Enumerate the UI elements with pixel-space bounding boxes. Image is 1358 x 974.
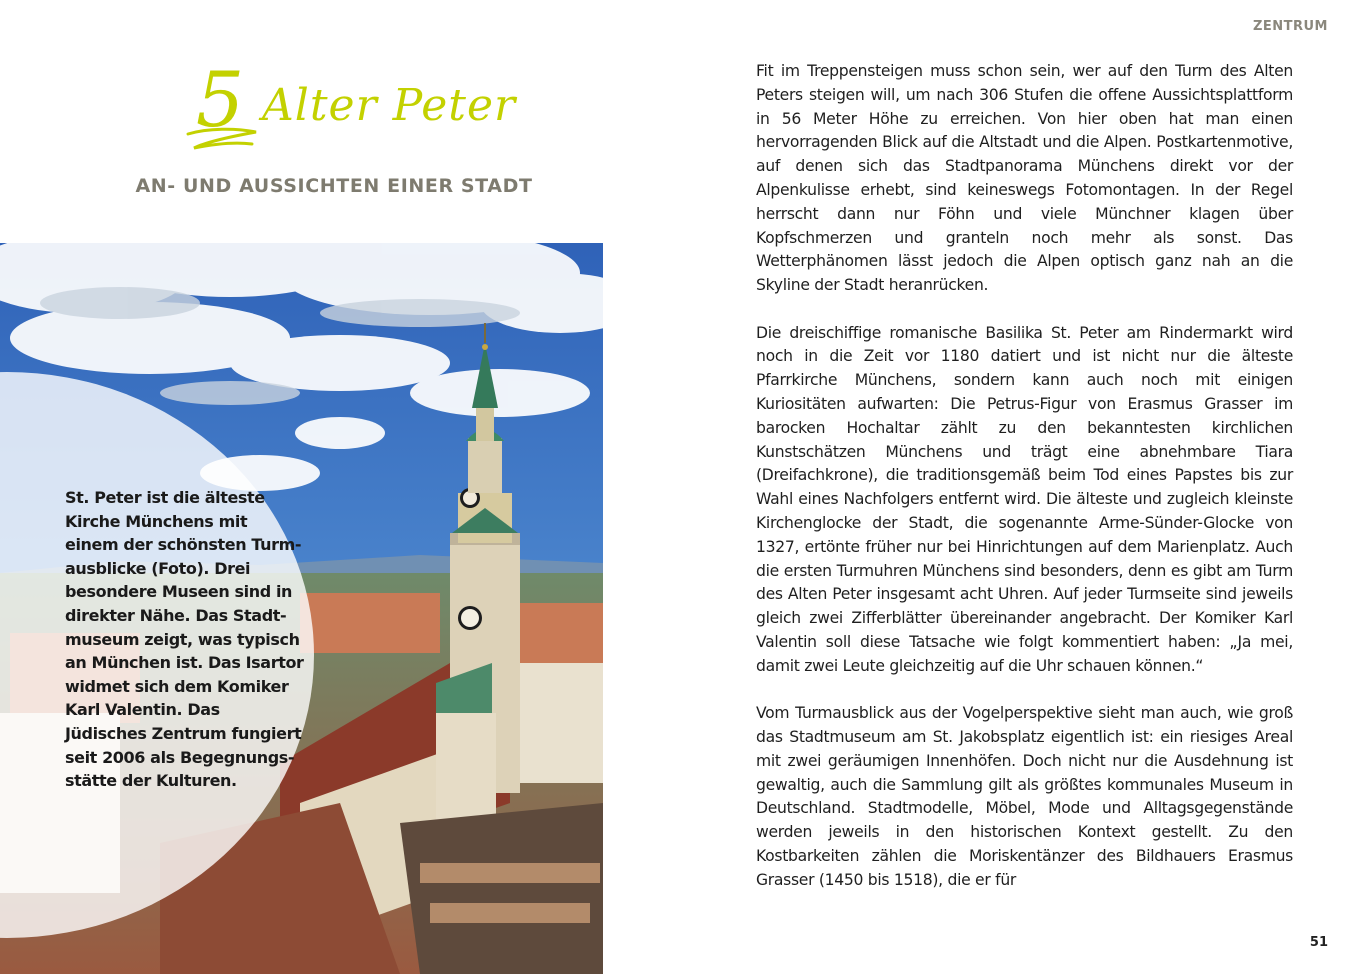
chapter-title: Alter Peter: [262, 80, 517, 131]
chapter-number: 5: [195, 55, 245, 144]
body-paragraph: Vom Turmausblick aus der Vogelperspektive sieht man auch, wie groß das Stadtmuseum am St. Jakobsplatz eigentlich ist: ein riesiges Areal mit zwei geräumigen Innenhöfen. Doch nicht nur die Ausdehnung ist gewaltig, auch die Sammlung gilt als größtes kommunales Museum in Deutschland. Stadtmodelle, Möbel, Mode und Alltagsgegenstände werden jeweils in den historischen Kontext gestellt. Zu den Kostbarkeiten zählen die Moriskentänzer des Bildhauers Erasmus Grasser (1450 bis 1518), die er für: [756, 704, 1293, 889]
photo-caption: St. Peter ist die älteste Kirche Münchens mit einem der schönsten Turmausblicke (Foto). Drei besondere Museen sind in direkter Nähe. Das Stadtmuseum zeigt, was typisch an München ist. Das Isartor widmet sich dem Komiker Karl Valentin. Das Jüdisches Zentrum fungiert seit 2006 als Begegnungsstätte der Kulturen.: [65, 488, 304, 791]
running-head: ZENTRUM: [1252, 19, 1328, 34]
body-paragraph: Die dreischiffige romanische Basilika St. Peter am Rindermarkt wird noch in die Zeit vor 1180 datiert und ist nicht nur die älteste Pfarrkirche Münchens, sondern kann auch noch mit einigen Kuriositäten aufwarten: Die Petrus-Figur von Erasmus Grasser im barocken Hochaltar zählt zu den bekanntesten kirchlichen Kunstschätzen Münchens und trägt eine abnehmbare Tiara (Dreifachkrone), die traditionsgemäß beim Tod eines Papstes bis zur Wahl eines Nachfolgers entfernt wird. Die älteste und zugleich kleinste Kirchenglocke der Stadt, die sogenannte Arme-Sünder-Glocke von 1327, ertönte früher nur bei Hinrichtungen auf dem Marienplatz. Auch die ersten Turmuhren Münchens sind besonders, denn es gibt am Turm des Alten Peter insgesamt acht Uhren. Auf jeder Turmseite sind jeweils gleich zwei Zifferblätter übereinander angebracht. Der Komiker Karl Valentin soll diese Tatsache wie folgt kommentiert haben: „Ja mei, damit zwei Leute gleichzeitig auf die Uhr schauen können.“: [756, 323, 1293, 675]
right-page: [679, 0, 1358, 974]
chapter-subtitle: AN- UND AUSSICHTEN EINER STADT: [135, 175, 533, 197]
body-text: [756, 60, 1293, 916]
underline-flourish-icon: [184, 120, 264, 160]
body-paragraph: Fit im Treppensteigen muss schon sein, wer auf den Turm des Alten Peters steigen will, um nach 306 Stufen die offene Aussichtsplattform in 56 Meter Höhe zu erreichen. Von hier oben hat man einen hervorragenden Blick auf die Altstadt und die Alpen. Postkartenmotive, auf denen sich das Stadtpanorama Münchens direkt vor der Alpenkulisse erhebt, sind keineswegs Fotomontagen. In der Regel herrscht dann nur Föhn und viele Münchner klagen über Kopfschmerzen und granteln noch mehr als sonst. Das Wetterphänomen lässt jedoch die Alpen optisch ganz nah an die Skyline der Stadt heranrücken.: [756, 62, 1293, 295]
page-number: 51: [1309, 935, 1328, 950]
